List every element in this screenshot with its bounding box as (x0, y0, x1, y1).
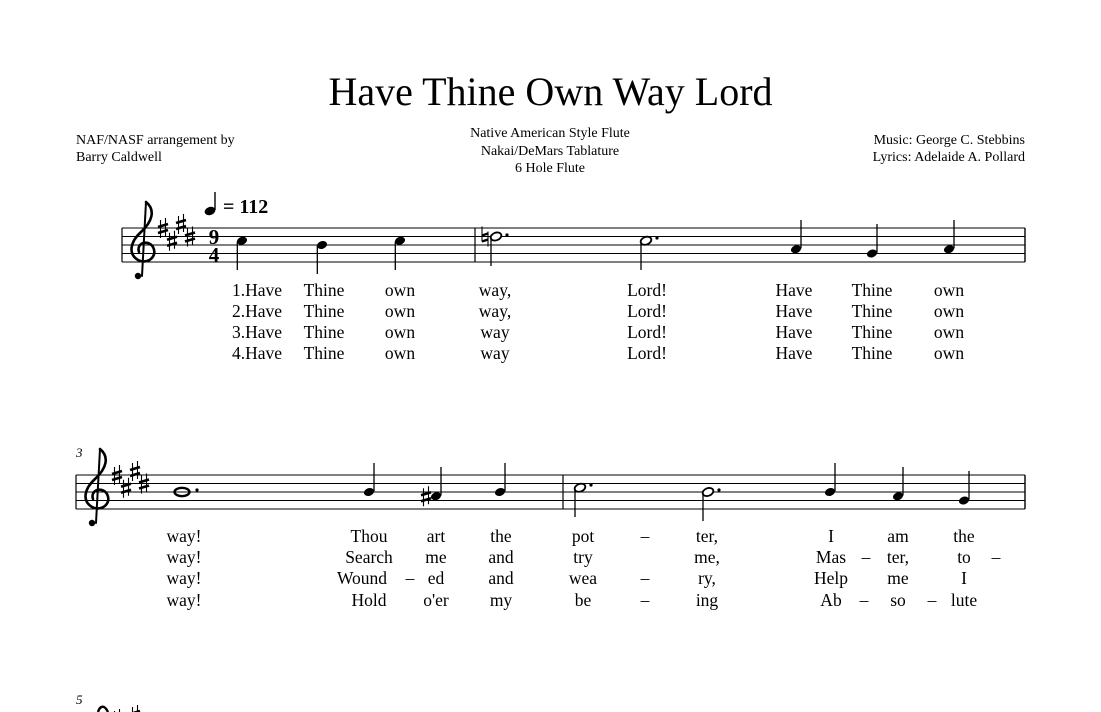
lyric-syllable: own (384, 322, 416, 342)
lyric-syllable: Have (775, 301, 813, 321)
lyric-syllable: – (927, 590, 937, 610)
lyric-syllable: Thine (303, 301, 345, 321)
lyric-syllable: 1.Have (231, 280, 283, 300)
lyric-syllable: I (828, 526, 834, 546)
lyric-syllable: Lord! (627, 343, 667, 363)
lyric-syllable: Help (813, 568, 849, 588)
lyric-syllable: the (490, 526, 512, 546)
lyric-syllable: ter, (886, 547, 910, 567)
svg-text:9: 9 (208, 225, 220, 249)
lyric-syllable: my (489, 590, 513, 610)
staff-system-2 (75, 445, 1025, 526)
note (790, 220, 802, 255)
instrument-line-2: Nakai/DeMars Tablature (480, 143, 620, 159)
note (430, 467, 442, 502)
time-signature (209, 225, 220, 267)
lyric-syllable: – (991, 547, 1001, 567)
instrument-line-1: Native American Style Flute (470, 126, 630, 141)
staff-system-1 (122, 202, 1025, 279)
lyric-syllable: ing (695, 590, 719, 610)
lyric-syllable: art (426, 526, 446, 546)
lyric-syllable: – (859, 590, 869, 610)
lyric-syllable: – (405, 568, 415, 588)
lyric-syllable: Lord! (627, 280, 667, 300)
note (640, 235, 659, 270)
note (866, 224, 878, 259)
lyric-syllable: be (574, 590, 592, 610)
lyric-syllable: own (933, 322, 965, 342)
lyric-syllable: Hold (351, 590, 387, 610)
key-signature (112, 705, 140, 712)
lyric-syllable: – (640, 526, 650, 546)
composer-line: Music: George C. Stebbins (873, 133, 1025, 148)
lyric-syllable: – (640, 568, 650, 588)
lyric-syllable: Ab (820, 590, 842, 610)
lyric-syllable: own (933, 301, 965, 321)
lyric-syllable: Lord! (627, 301, 667, 321)
note (824, 463, 836, 497)
lyric-syllable: ed (427, 568, 445, 588)
lyric-syllable: Lord! (627, 322, 667, 342)
lyric-syllable: way, (478, 280, 512, 300)
tempo-value: = 112 (223, 196, 269, 218)
lyric-syllable: way, (478, 301, 512, 321)
lyric-syllable: so (890, 590, 906, 610)
lyric-syllable: and (488, 547, 514, 567)
note (316, 240, 328, 274)
lyric-syllable: o'er (423, 590, 449, 610)
lyric-syllable: way! (166, 526, 202, 546)
lyric-syllable: way! (166, 547, 202, 567)
lyric-syllable: lute (950, 590, 978, 610)
measure-number: 3 (76, 445, 83, 460)
lyric-syllable: own (933, 280, 965, 300)
note (394, 235, 406, 270)
lyric-syllable: way (480, 322, 510, 342)
lyric-syllable: Thou (350, 526, 388, 546)
lyric-syllable: – (640, 590, 650, 610)
lyric-syllable: wea (568, 568, 598, 588)
lyric-syllable: – (861, 547, 871, 567)
note (363, 463, 375, 497)
lyric-syllable: own (384, 343, 416, 363)
lyric-syllable: way (480, 343, 510, 363)
svg-text:4: 4 (208, 243, 220, 267)
lyric-syllable: Have (775, 280, 813, 300)
lyric-syllable: Thine (303, 322, 345, 342)
lyric-syllable: Thine (851, 280, 893, 300)
lyric-syllable: own (384, 301, 416, 321)
sharp-icon (421, 486, 431, 506)
lyric-syllable: Have (775, 343, 813, 363)
lyric-syllable: ter, (695, 526, 719, 546)
note (943, 220, 955, 255)
lyric-syllable: I (961, 568, 967, 588)
note (494, 463, 506, 497)
lyric-syllable: Search (345, 547, 393, 567)
lyric-syllable: me (887, 568, 909, 588)
lyric-syllable: own (384, 280, 416, 300)
lyric-syllable: Thine (303, 343, 345, 363)
lyric-syllable: and (488, 568, 514, 588)
instrument-line-3: 6 Hole Flute (515, 161, 585, 176)
lyric-syllable: Thine (851, 343, 893, 363)
staff-system-3 (76, 692, 140, 712)
lyric-syllable: pot (571, 526, 595, 546)
measure-number: 5 (76, 692, 83, 707)
lyric-syllable: Wound (336, 568, 388, 588)
lyric-syllable: ry, (698, 568, 716, 588)
lyric-syllable: Mas (815, 547, 847, 567)
lyric-syllable: am (887, 526, 909, 546)
lyric-syllable: 3.Have (231, 322, 283, 342)
lyric-syllable: Thine (851, 301, 893, 321)
note (574, 482, 593, 517)
note (958, 471, 970, 506)
lyric-syllable: Thine (303, 280, 345, 300)
treble-clef-icon (132, 202, 155, 279)
lyric-syllable: Thine (851, 322, 893, 342)
lyric-syllable: 2.Have (231, 301, 283, 321)
lyric-syllable: 4.Have (231, 343, 283, 363)
lyric-syllable: the (953, 526, 975, 546)
lyric-syllable: way! (166, 590, 202, 610)
treble-clef-icon (86, 449, 109, 526)
lyric-syllable: me (425, 547, 447, 567)
lyric-syllable: try (573, 547, 593, 567)
score-title: Have Thine Own Way Lord (328, 69, 773, 114)
lyric-syllable: Have (775, 322, 813, 342)
lyric-syllable: to (957, 547, 971, 567)
lyricist-line: Lyrics: Adelaide A. Pollard (872, 150, 1025, 165)
arranger-line-2: Barry Caldwell (76, 150, 162, 165)
arranger-line-1: NAF/NASF arrangement by (76, 133, 235, 148)
lyric-syllable: own (933, 343, 965, 363)
lyric-syllable: me, (694, 547, 720, 567)
lyric-syllable: way! (166, 568, 202, 588)
note (892, 467, 904, 502)
note (236, 235, 248, 270)
